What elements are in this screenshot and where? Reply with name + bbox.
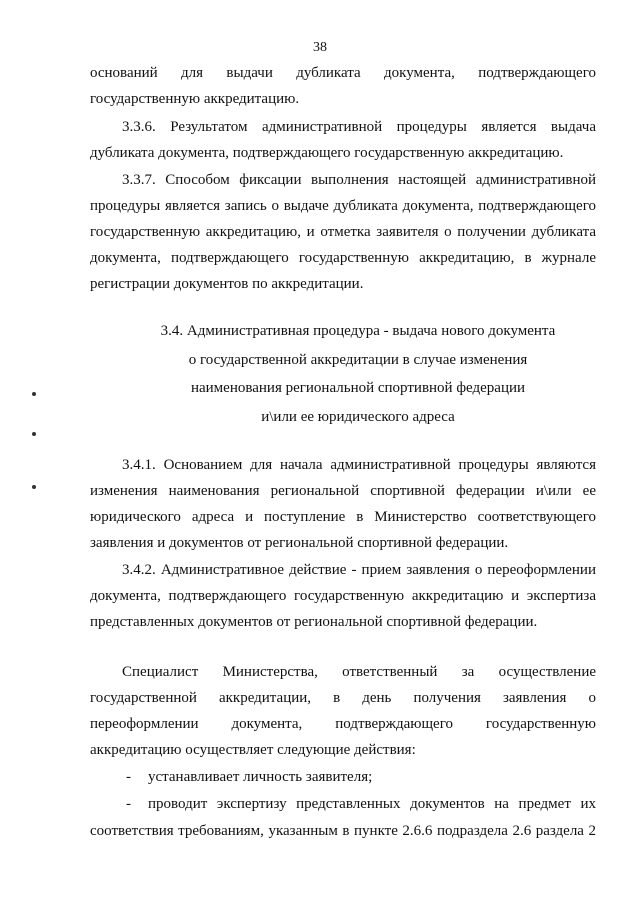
paragraph-specialist: Специалист Министерства, ответственный за осуществление государственной аккредитации, в день получения заявления о переоформлении документа, подтверждающего государственную аккредитацию осуществляет следующие действия: [90, 664, 596, 758]
list-item-text: проводит экспертизу представленных документов на предмет их [148, 796, 596, 812]
paragraph-3-3-7: 3.3.7. Способом фиксации выполнения настоящей административной процедуры является запись о выдаче дубликата документа, подтверждающего государственную аккредитацию, и отметка заявителя о получении дубликата документа, подтверждающего государственную аккредитацию, в журнале регистрации документов по аккредитации. [90, 172, 596, 292]
paragraph-continuation: оснований для выдачи дубликата документа, подтверждающего государственную аккредитацию. [90, 65, 596, 107]
paragraph-3-4-2: 3.4.2. Административное действие - прием заявления о переоформлении документа, подтверждающего государственную аккредитацию и экспертиза представленных документов от региональной спортивной федерации. [90, 562, 596, 630]
list-item [126, 764, 596, 790]
paragraph-3-3-6: 3.3.6. Результатом административной процедуры является выдача дубликата документа, подтверждающего государственную аккредитацию. [90, 119, 596, 161]
heading-line: и\или ее юридического адреса [261, 408, 455, 425]
list-item-text: устанавливает личность заявителя; [148, 769, 373, 785]
scan-artifact-dot [32, 432, 36, 436]
scan-artifact-dot [32, 392, 36, 396]
bullet-dash: - [126, 769, 131, 785]
heading-line: о государственной аккредитации в случае изменения [188, 351, 528, 368]
heading-line: наименования региональной спортивной федерации [190, 380, 526, 396]
list-item [126, 791, 596, 817]
section-heading-3-4 [150, 317, 566, 431]
list-item-continuation: соответствия требованиям, указанным в пункте 2.6.6 подраздела 2.6 раздела 2 [90, 823, 596, 839]
page-number: 38 [313, 40, 327, 55]
scan-artifact-dot [32, 485, 36, 489]
bullet-dash: - [126, 796, 131, 812]
paragraph-3-4-1: 3.4.1. Основанием для начала административной процедуры являются изменения наименования региональной спортивной федерации и\или ее юридического адреса и поступление в Министерство соответствующего заявления и документов от региональной спортивной федерации. [90, 457, 596, 551]
heading-line: 3.4. Административная процедура - выдача нового документа [160, 323, 556, 339]
